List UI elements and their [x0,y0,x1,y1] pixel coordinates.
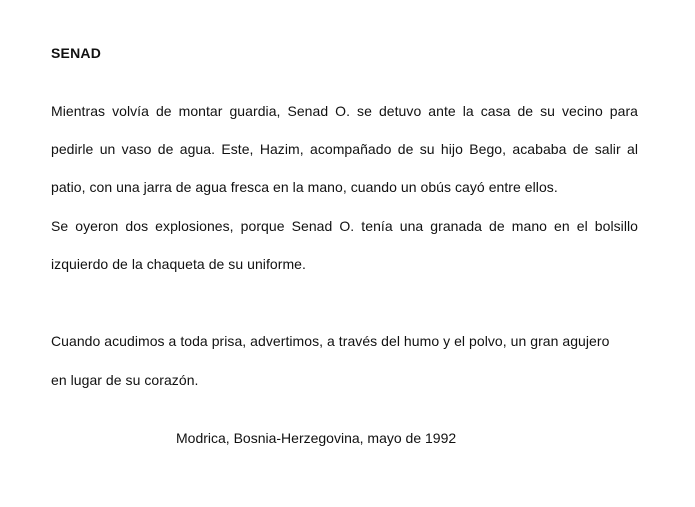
paragraph-1-line-2: pedirle un vaso de agua. Este, Hazim, acompañado de su hijo Bego, acababa de salir al [51,141,638,157]
paragraph-1-line-1: Mientras volvía de montar guardia, Senad O. se detuvo ante la casa de su vecino para [51,103,638,119]
paragraph-2-line-2: en lugar de su corazón. [51,372,199,388]
paragraph-1-line-5: izquierdo de la chaqueta de su uniforme. [51,256,306,272]
paragraph-2-line-1: Cuando acudimos a toda prisa, advertimos, a través del humo y el polvo, un gran agujero [51,333,610,349]
paragraph-1-line-4: Se oyeron dos explosiones, porque Senad O. tenía una granada de mano en el bolsillo [51,218,638,234]
document-title: SENAD [51,45,102,61]
signature-place-date: Modrica, Bosnia-Herzegovina, mayo de 1992 [176,430,457,446]
paragraph-1-line-3: patio, con una jarra de agua fresca en la mano, cuando un obús cayó entre ellos. [51,179,558,195]
